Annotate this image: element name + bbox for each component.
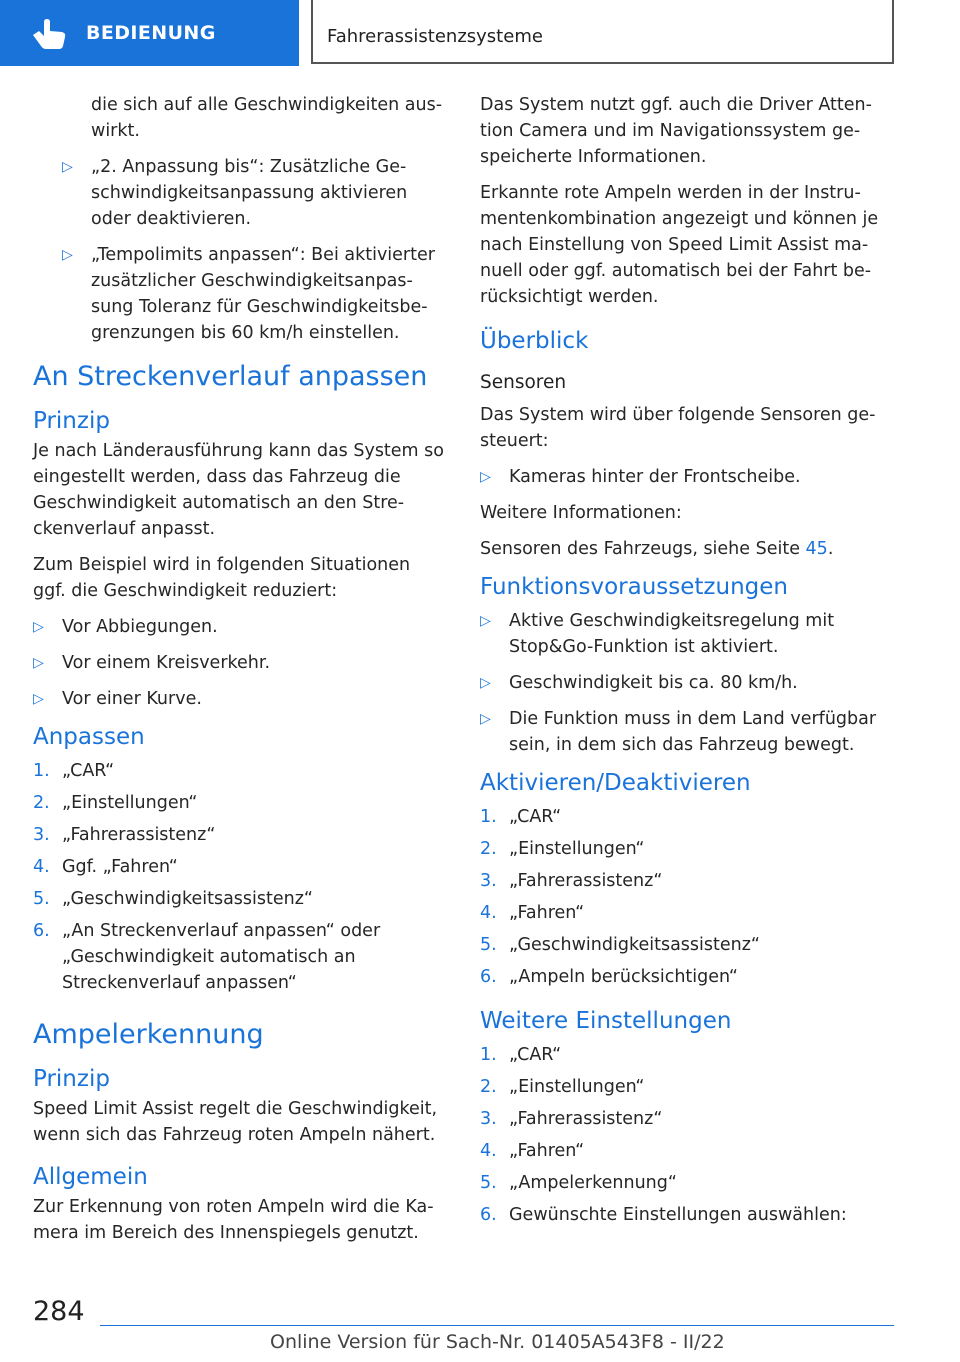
step-number: 4. <box>480 903 497 923</box>
step-number: 6. <box>33 921 50 941</box>
list-item <box>33 154 445 232</box>
paragraph: Das System wird über folgende Sensoren ge-steuert: <box>480 405 876 451</box>
footer-divider <box>100 1325 894 1326</box>
step-text: Ggf. „Fahren“ <box>62 857 178 877</box>
heading-funktionsvoraussetzungen: Funktionsvoraussetzungen <box>480 574 788 600</box>
step-text: „Ampelerkennung“ <box>509 1173 677 1193</box>
list-item-text: Aktive Geschwindigkeitsregelung mit Stop&Go-Funktion ist aktiviert. <box>509 611 835 657</box>
paragraph: Das System nutzt ggf. auch die Driver Atten-tion Camera und im Navigationssystem ge-speicherte Informationen. <box>480 95 872 167</box>
list-item <box>33 686 445 712</box>
step-item <box>480 1170 892 1196</box>
step-number: 3. <box>480 871 497 891</box>
step-item <box>33 918 445 996</box>
list-item-text: Vor Abbiegungen. <box>62 617 218 637</box>
bullet-icon: ▷ <box>480 675 491 691</box>
step-number: 2. <box>480 839 497 859</box>
list-item-text: „Tempolimits anpassen“: Bei aktivierter zusätzlicher Geschwindigkeitsanpas-sung Toleranz für Geschwindigkeitsbe-grenzungen bis 60 km/h einstellen. <box>91 245 435 343</box>
step-text: „CAR“ <box>62 761 115 781</box>
paragraph: Weitere Informationen: <box>480 503 682 523</box>
reference-suffix: . <box>827 539 834 559</box>
page-link[interactable]: 45 <box>805 539 828 559</box>
list-item <box>480 608 892 660</box>
heading-ueberblick: Überblick <box>480 328 589 354</box>
step-item <box>33 758 445 784</box>
list-item <box>33 92 445 144</box>
step-number: 2. <box>480 1077 497 1097</box>
heading-allgemein: Allgemein <box>33 1164 148 1190</box>
step-item <box>33 854 445 880</box>
step-text: „Einstellungen“ <box>62 793 198 813</box>
right-column <box>480 92 892 1234</box>
step-item <box>480 804 892 830</box>
step-text: „Fahrerassistenz“ <box>509 871 663 891</box>
step-text: „Fahrerassistenz“ <box>509 1109 663 1129</box>
paragraph: Je nach Länderausführung kann das System so eingestellt werden, dass das Fahrzeug die Geschwindigkeit automatisch an den Stre-ckenverlauf anpasst. <box>33 441 444 539</box>
list-item-text: „2. Anpassung bis“: Zusätzliche Ge-schwindigkeitsanpassung aktivieren oder deaktivieren. <box>91 157 408 229</box>
list-item <box>480 670 892 696</box>
bullet-icon: ▷ <box>62 159 73 175</box>
heading-prinzip: Prinzip <box>33 408 110 434</box>
step-text: „An Streckenverlauf anpassen“ oder „Geschwindigkeit automatisch an Streckenverlauf anpassen“ <box>62 921 381 993</box>
step-number: 4. <box>33 857 50 877</box>
paragraph: Zur Erkennung von roten Ampeln wird die Ka-mera im Bereich des Innenspiegels genutzt. <box>33 1197 434 1243</box>
hand-pointer-icon <box>30 19 68 49</box>
heading-anpassen: Anpassen <box>33 724 145 750</box>
step-number: 1. <box>480 1045 497 1065</box>
left-column <box>33 92 445 1256</box>
list-item <box>33 242 445 346</box>
paragraph <box>480 536 892 562</box>
step-item <box>480 1138 892 1164</box>
heading-aktivieren: Aktivieren/Deaktivieren <box>480 770 751 796</box>
step-number: 1. <box>33 761 50 781</box>
step-number: 6. <box>480 967 497 987</box>
step-item <box>480 1106 892 1132</box>
step-item <box>33 790 445 816</box>
step-item <box>480 868 892 894</box>
list-item <box>33 650 445 676</box>
step-number: 1. <box>480 807 497 827</box>
step-text: „Fahren“ <box>509 903 585 923</box>
list-item-text: Vor einer Kurve. <box>62 689 202 709</box>
paragraph: Zum Beispiel wird in folgenden Situationen ggf. die Geschwindigkeit reduziert: <box>33 555 411 601</box>
bullet-icon: ▷ <box>480 711 491 727</box>
step-item <box>480 1042 892 1068</box>
intro-text: die sich auf alle Geschwindigkeiten aus-wirkt. <box>91 95 443 141</box>
heading-ampelerkennung: Ampelerkennung <box>33 1019 264 1050</box>
reference-text: Sensoren des Fahrzeugs, siehe Seite <box>480 539 806 559</box>
section-tab[interactable] <box>0 0 299 66</box>
step-text: „Geschwindigkeitsassistenz“ <box>62 889 313 909</box>
step-number: 5. <box>33 889 50 909</box>
step-text: „Einstellungen“ <box>509 1077 645 1097</box>
section-label: BEDIENUNG <box>86 22 216 44</box>
step-text: „Geschwindigkeitsassistenz“ <box>509 935 760 955</box>
step-item <box>480 1074 892 1100</box>
chapter-title: Fahrerassistenzsysteme <box>327 26 543 47</box>
step-item <box>480 900 892 926</box>
step-number: 5. <box>480 935 497 955</box>
heading-sensoren: Sensoren <box>480 372 567 393</box>
step-item <box>480 964 892 990</box>
list-item-text: Geschwindigkeit bis ca. 80 km/h. <box>509 673 798 693</box>
step-item <box>480 932 892 958</box>
step-item <box>480 836 892 862</box>
paragraph: Erkannte rote Ampeln werden in der Instru-mentenkombination angezeigt und können je nach Einstellung von Speed Limit Assist ma-nuell oder ggf. automatisch bei der Fahrt be-rücksichtigt werden. <box>480 183 879 307</box>
step-number: 3. <box>480 1109 497 1129</box>
step-text: „CAR“ <box>509 1045 562 1065</box>
list-item-text: Vor einem Kreisverkehr. <box>62 653 271 673</box>
step-number: 2. <box>33 793 50 813</box>
list-item-text: Die Funktion muss in dem Land verfügbar sein, in dem sich das Fahrzeug bewegt. <box>509 709 877 755</box>
step-number: 6. <box>480 1205 497 1225</box>
heading-streckenverlauf: An Streckenverlauf anpassen <box>33 361 428 392</box>
step-text: „Einstellungen“ <box>509 839 645 859</box>
bullet-icon: ▷ <box>33 655 44 671</box>
bullet-icon: ▷ <box>62 247 73 263</box>
step-item <box>480 1202 892 1228</box>
step-text: „CAR“ <box>509 807 562 827</box>
bullet-icon: ▷ <box>33 691 44 707</box>
list-item <box>33 614 445 640</box>
step-number: 3. <box>33 825 50 845</box>
list-item <box>480 464 892 490</box>
step-number: 5. <box>480 1173 497 1193</box>
footer-text: Online Version für Sach-Nr. 01405A543F8 - II/22 <box>270 1331 725 1353</box>
heading-weitere-einstellungen: Weitere Einstellungen <box>480 1008 732 1034</box>
step-item <box>33 822 445 848</box>
paragraph: Speed Limit Assist regelt die Geschwindigkeit, wenn sich das Fahrzeug roten Ampeln nähert. <box>33 1099 438 1145</box>
bullet-icon: ▷ <box>480 613 491 629</box>
step-text: „Fahrerassistenz“ <box>62 825 216 845</box>
step-text: „Fahren“ <box>509 1141 585 1161</box>
step-number: 4. <box>480 1141 497 1161</box>
list-item <box>480 706 892 758</box>
chapter-header <box>311 0 894 64</box>
heading-prinzip: Prinzip <box>33 1066 110 1092</box>
bullet-icon: ▷ <box>33 619 44 635</box>
list-item-text: Kameras hinter der Frontscheibe. <box>509 467 801 487</box>
page-number: 284 <box>33 1296 85 1327</box>
step-item <box>33 886 445 912</box>
step-text: Gewünschte Einstellungen auswählen: <box>509 1205 847 1225</box>
step-text: „Ampeln berücksichtigen“ <box>509 967 738 987</box>
bullet-icon: ▷ <box>480 469 491 485</box>
